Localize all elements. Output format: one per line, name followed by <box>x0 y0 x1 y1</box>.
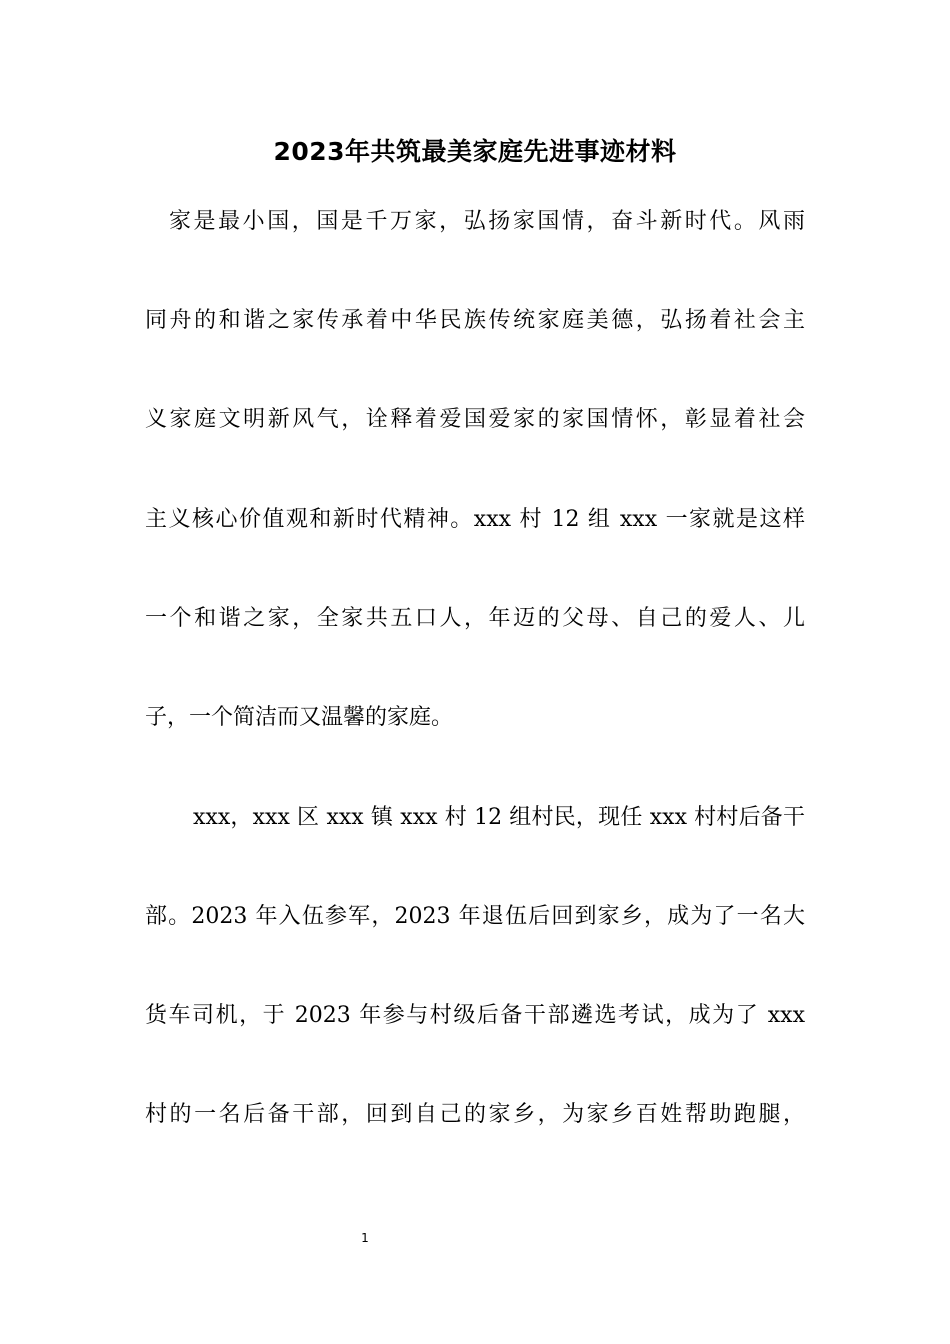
paragraph-1-line-3: 义家庭文明新风气，诠释着爱国爱家的家国情怀，彰显着社会 <box>145 407 805 432</box>
paragraph-1-line-2: 同舟的和谐之家传承着中华民族传统家庭美德，弘扬着社会主 <box>145 308 805 333</box>
paragraph-1-line-1: 家是最小国，国是千万家，弘扬家国情，奋斗新时代。风雨 <box>169 209 805 234</box>
paragraph-2-line-1: xxx，xxx 区 xxx 镇 xxx 村 12 组村民，现任 xxx 村村后备干 <box>193 805 805 830</box>
page-number: 1 <box>361 1231 369 1245</box>
paragraph-2-line-3: 货车司机，于 2023 年参与村级后备干部遴选考试，成为了 xxx <box>145 1003 805 1028</box>
paragraph-2-line-4: 村的一名后备干部，回到自己的家乡，为家乡百姓帮助跑腿， <box>145 1102 805 1127</box>
paragraph-1-line-4: 主义核心价值观和新时代精神。xxx 村 12 组 xxx 一家就是这样 <box>145 507 805 532</box>
paragraph-2-line-2: 部。2023 年入伍参军，2023 年退伍后回到家乡，成为了一名大 <box>145 904 805 929</box>
document-title: 2023年共筑最美家庭先进事迹材料 <box>273 137 677 166</box>
paragraph-1-line-5: 一个和谐之家，全家共五口人，年迈的父母、自己的爱人、儿 <box>145 606 805 631</box>
paragraph-1-line-6: 子，一个简洁而又温馨的家庭。 <box>145 705 454 730</box>
